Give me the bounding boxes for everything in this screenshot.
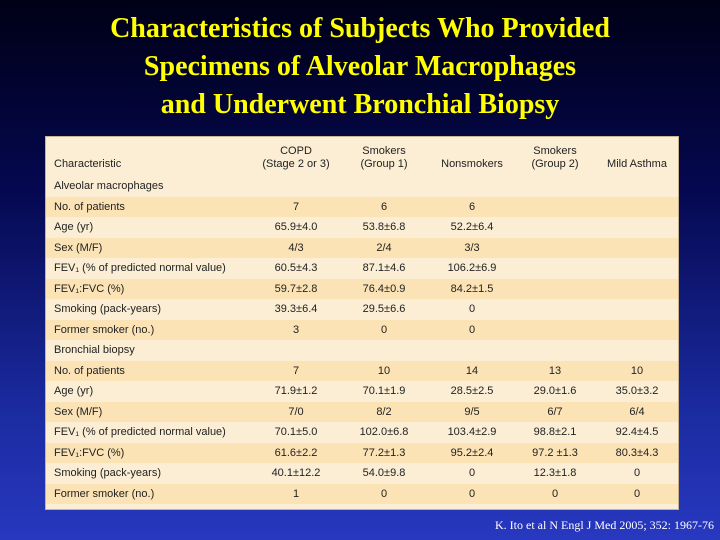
- table-row: [46, 320, 678, 341]
- table-cell: 0: [514, 484, 596, 505]
- table-cell: 84.2±1.5: [430, 279, 514, 300]
- table-cell: 6/4: [596, 402, 678, 423]
- table-cell: [596, 299, 678, 320]
- table-cell: 6: [338, 197, 430, 218]
- table-cell: 54.0±9.8: [362, 467, 406, 480]
- table-cell: 0: [430, 320, 514, 341]
- header-line-2: (Group 2): [531, 158, 579, 170]
- table-row: [46, 258, 678, 279]
- table-cell: [596, 279, 678, 300]
- table-cell: 0: [468, 303, 476, 316]
- table-cell: 29.5±6.6: [362, 303, 406, 316]
- table-cell: [514, 299, 596, 320]
- header-smokers-group2: [514, 137, 596, 176]
- row-label: No. of patients: [46, 361, 254, 382]
- table-cell: 102.0±6.8: [359, 426, 409, 439]
- table-cell: [514, 238, 596, 259]
- header-line-1: COPD: [280, 145, 312, 157]
- header-characteristic: [46, 137, 254, 176]
- table-cell: [514, 176, 596, 197]
- table-row: [46, 361, 678, 382]
- table-cell: 103.4±2.9: [447, 426, 497, 439]
- table-cell: [338, 340, 430, 361]
- table-cell: 14: [430, 361, 514, 382]
- table-cell: [596, 176, 678, 197]
- header-line-1: Smokers: [362, 145, 406, 157]
- table-row: [46, 279, 678, 300]
- table-cell: 9/5: [430, 402, 514, 423]
- title-line-2: Specimens of Alveolar Macrophages: [143, 51, 577, 82]
- table-cell: 59.7±2.8: [254, 279, 338, 300]
- section-row: [46, 340, 678, 361]
- citation: K. Ito et al N Engl J Med 2005; 352: 1967-76: [495, 518, 714, 532]
- row-label: Smoking (pack-years): [54, 467, 161, 480]
- table-cell: 65.9±4.0: [274, 221, 318, 234]
- table-row: [46, 299, 678, 320]
- table-cell: 28.5±2.5: [450, 385, 494, 398]
- table-cell: 60.5±4.3: [274, 262, 318, 275]
- header-line-1: Smokers: [533, 145, 577, 157]
- table-cell: [514, 279, 596, 300]
- table-cell: 10: [596, 361, 678, 382]
- header-line-1: Nonsmokers: [441, 158, 503, 170]
- table-cell: [596, 340, 678, 361]
- table-cell: 35.0±3.2: [615, 385, 659, 398]
- table-row: [46, 463, 678, 484]
- table-row: [46, 402, 678, 423]
- row-label: FEV₁:FVC (%): [46, 279, 254, 300]
- table-cell: [514, 320, 596, 341]
- table-cell: 29.0±1.6: [533, 385, 577, 398]
- row-label: FEV₁ (% of predicted normal value): [54, 426, 226, 439]
- row-label: Age (yr): [54, 221, 94, 234]
- table-row: [46, 197, 678, 218]
- table-cell: 4/3: [254, 238, 338, 259]
- table-cell: 39.3±6.4: [274, 303, 318, 316]
- table-cell: 0: [633, 467, 641, 480]
- header-mild-asthma: [596, 137, 678, 176]
- row-label: Sex (M/F): [46, 402, 254, 423]
- table-cell: [514, 197, 596, 218]
- table-cell: 106.2±6.9: [447, 262, 497, 275]
- table-cell: [514, 217, 596, 238]
- table-cell: 0: [430, 484, 514, 505]
- table-cell: [430, 340, 514, 361]
- row-label: FEV₁ (% of predicted normal value): [54, 262, 226, 275]
- row-label: Bronchial biopsy: [54, 344, 135, 357]
- table-cell: 70.1±1.9: [362, 385, 406, 398]
- header-line-1: Mild Asthma: [607, 158, 667, 170]
- header-line-1: Characteristic: [54, 158, 122, 170]
- table-cell: [596, 197, 678, 218]
- table-cell: [254, 340, 338, 361]
- header-line-2: (Stage 2 or 3): [262, 158, 330, 170]
- table-cell: [430, 176, 514, 197]
- table-cell: 7: [254, 361, 338, 382]
- row-label: No. of patients: [46, 197, 254, 218]
- table-cell: 97.2 ±1.3: [514, 443, 596, 464]
- table-cell: [338, 176, 430, 197]
- table-cell: [596, 217, 678, 238]
- section-row: [46, 176, 678, 197]
- table-row: [46, 443, 678, 464]
- table-row: [46, 422, 678, 443]
- table-cell: [596, 258, 678, 279]
- header-copd: [254, 137, 338, 176]
- table-cell: 0: [596, 484, 678, 505]
- row-label: Smoking (pack-years): [54, 303, 161, 316]
- table-cell: 70.1±5.0: [274, 426, 318, 439]
- table-cell: 61.6±2.2: [254, 443, 338, 464]
- table-cell: 0: [338, 484, 430, 505]
- table-row: [46, 217, 678, 238]
- table-cell: 98.8±2.1: [533, 426, 577, 439]
- row-label: Sex (M/F): [46, 238, 254, 259]
- table-cell: 10: [338, 361, 430, 382]
- row-label: FEV₁:FVC (%): [46, 443, 254, 464]
- title-line-1: Characteristics of Subjects Who Provided: [110, 13, 610, 44]
- table-cell: 52.2±6.4: [450, 221, 494, 234]
- table-cell: 13: [514, 361, 596, 382]
- row-label: Age (yr): [54, 385, 94, 398]
- table-cell: 71.9±1.2: [274, 385, 318, 398]
- table-cell: 53.8±6.8: [362, 221, 406, 234]
- table-cell: 92.4±4.5: [615, 426, 659, 439]
- table-cell: 87.1±4.6: [362, 262, 406, 275]
- slide-title: [0, 10, 720, 124]
- table-cell: [596, 320, 678, 341]
- row-label: Alveolar macrophages: [54, 180, 164, 193]
- characteristics-table-panel: [45, 136, 679, 510]
- table-cell: 80.3±4.3: [596, 443, 678, 464]
- table-cell: 6: [430, 197, 514, 218]
- header-nonsmokers: [430, 137, 514, 176]
- table-cell: [514, 258, 596, 279]
- table-cell: 7/0: [254, 402, 338, 423]
- table-row: [46, 238, 678, 259]
- title-line-3: and Underwent Bronchial Biopsy: [160, 89, 560, 120]
- table-cell: 7: [254, 197, 338, 218]
- table-row: [46, 484, 678, 505]
- table-cell: 40.1±12.2: [271, 467, 321, 480]
- header-line-2: (Group 1): [360, 158, 408, 170]
- table-cell: 8/2: [338, 402, 430, 423]
- table-cell: 0: [338, 320, 430, 341]
- table-cell: [514, 340, 596, 361]
- table-cell: [254, 176, 338, 197]
- table-cell: 95.2±2.4: [430, 443, 514, 464]
- row-label: Former smoker (no.): [46, 320, 254, 341]
- table-cell: [596, 238, 678, 259]
- table-cell: 1: [254, 484, 338, 505]
- table-cell: 76.4±0.9: [338, 279, 430, 300]
- table-cell: 3: [254, 320, 338, 341]
- table-cell: 3/3: [430, 238, 514, 259]
- table-cell: 0: [468, 467, 476, 480]
- table-header-row: [46, 137, 678, 176]
- table-cell: 12.3±1.8: [533, 467, 577, 480]
- table-cell: 77.2±1.3: [338, 443, 430, 464]
- table-row: [46, 381, 678, 402]
- row-label: Former smoker (no.): [46, 484, 254, 505]
- header-smokers-group1: [338, 137, 430, 176]
- table-body: [46, 176, 678, 504]
- table-cell: 2/4: [338, 238, 430, 259]
- characteristics-table: [46, 137, 678, 504]
- table-cell: 6/7: [514, 402, 596, 423]
